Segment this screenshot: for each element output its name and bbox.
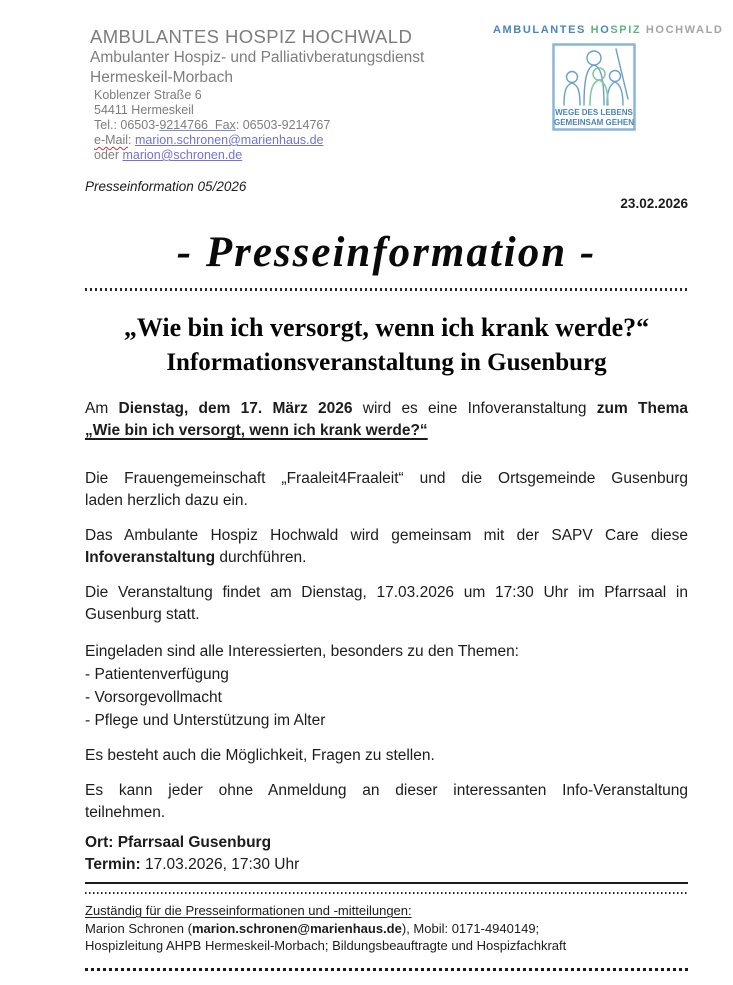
address-street: Koblenzer Straße 6	[94, 88, 202, 102]
logo-word-hospiz-rest: SPIZ	[610, 24, 642, 36]
dept-line-1: Ambulanter Hospiz- und Palliativberatungsdienst	[90, 49, 425, 66]
logo-wordmark	[493, 24, 724, 36]
text-segment: Infoveranstaltung	[85, 549, 216, 566]
body-text	[85, 398, 688, 876]
headline-line-2: Informationsveranstaltung in Gusenburg	[166, 349, 607, 376]
text-segment: - Vorsorgevollmacht	[85, 689, 222, 706]
logo-tagline-2: GEMEINSAM GEHEN	[553, 118, 635, 127]
footer	[85, 882, 688, 971]
text-line	[85, 398, 688, 420]
text-line	[85, 854, 688, 876]
text-line	[85, 547, 688, 569]
email-alt-line	[94, 148, 688, 163]
email-label: e-Mail	[94, 133, 129, 147]
address-city: 54411 Hermeskeil	[94, 103, 194, 117]
text-line	[85, 604, 688, 626]
paragraph	[85, 902, 688, 955]
email-alt-prefix: oder	[94, 148, 123, 162]
text-line	[85, 525, 688, 547]
logo-people-icon	[552, 43, 636, 131]
title-dotted-divider	[85, 288, 688, 291]
text-segment: Zuständig für die Presseinformationen und -mitteilungen:	[85, 903, 412, 918]
org-name: AMBULANTES HOSPIZ HOCHWALD	[90, 26, 413, 47]
text-line	[85, 663, 688, 686]
paragraph	[85, 398, 688, 442]
text-segment: Gusenburg statt.	[85, 606, 200, 623]
text-segment: teilnehmen.	[85, 804, 166, 821]
text-segment: Termin:	[85, 856, 141, 873]
text-line	[85, 780, 688, 802]
logo-tagline-1: WEGE DES LEBENS	[555, 108, 633, 117]
paragraph	[85, 582, 688, 626]
text-segment: Es besteht auch die Möglichkeit, Fragen zu stellen.	[85, 747, 435, 764]
tel-marked-segment: 9214766 Fax	[159, 118, 236, 132]
text-segment: Die Veranstaltung findet am Dienstag, 17.03.2026 um 17:30 Uhr im Pfarrsaal in	[85, 584, 688, 601]
paragraph	[85, 525, 688, 569]
tel-suffix: : 06503-9214767	[235, 118, 331, 132]
text-line	[85, 920, 688, 938]
tel-prefix: Tel.: 06503-	[94, 118, 160, 132]
logo-word-hospiz-h: H	[590, 24, 601, 36]
logo-word-ambulantes: AMBULANTES	[493, 24, 591, 36]
email-link-primary[interactable]: marion.schronen@marienhaus.de	[135, 133, 324, 147]
paragraph	[85, 832, 688, 876]
footer-solid-rule	[85, 882, 688, 884]
text-line	[85, 832, 688, 854]
text-segment: Es kann jeder ohne Anmeldung an dieser interessanten Info-Veranstaltung	[85, 782, 688, 799]
logo-word-hospiz-o: O	[600, 24, 611, 36]
text-segment: 17.03.2026, 17:30 Uhr	[140, 856, 300, 873]
doc-reference: Presseinformation 05/2026	[85, 179, 247, 194]
text-segment: Das Ambulante Hospiz Hochwald wird gemeinsam mit der SAPV Care diese	[85, 527, 688, 544]
text-segment: marion.schronen@marienhaus.de	[191, 920, 402, 936]
letterhead	[0, 0, 733, 163]
footer-contact-block	[85, 902, 688, 955]
meta-row	[0, 178, 733, 212]
text-line	[85, 709, 688, 732]
text-segment: - Pflege und Unterstützung im Alter	[85, 712, 326, 729]
text-segment: „Wie bin ich versorgt, wenn ich krank werde?“	[85, 422, 428, 439]
text-segment: Am	[85, 400, 119, 417]
text-segment: Marion Schronen (	[85, 920, 192, 936]
text-line	[85, 937, 688, 955]
headline	[85, 311, 688, 380]
text-line	[85, 902, 688, 920]
text-segment: Dienstag, dem 17. März 2026	[118, 400, 353, 417]
text-line	[85, 468, 688, 490]
footer-dashed-divider-bottom	[85, 968, 688, 971]
text-segment: wird es eine Infoveranstaltung	[352, 400, 597, 417]
text-line	[85, 745, 688, 767]
paragraph	[85, 640, 688, 732]
text-segment: ), Mobil: 0171-4940149;	[401, 920, 540, 936]
logo-word-hochwald: HOCHWALD	[641, 24, 724, 36]
page-title: - Presseinformation -	[176, 229, 597, 276]
text-line	[85, 490, 688, 512]
paragraph	[85, 468, 688, 512]
text-segment: zum Thema	[596, 400, 689, 417]
dept-line-2: Hermeskeil-Morbach	[90, 69, 233, 86]
headline-line-1: „Wie bin ich versorgt, wenn ich krank werde?“	[123, 313, 650, 342]
org-logo	[493, 24, 724, 136]
text-line	[85, 420, 688, 442]
text-line	[85, 640, 688, 663]
text-segment: Eingeladen sind alle Interessierten, besonders zu den Themen:	[85, 643, 519, 660]
text-segment: laden herzlich dazu ein.	[85, 492, 248, 509]
text-segment: Hospizleitung AHPB Hermeskeil-Morbach; Bildungsbeauftragte und Hospizfachkraft	[85, 938, 567, 953]
email-link-alt[interactable]: marion@schronen.de	[122, 148, 243, 162]
text-segment: Ort: Pfarrsaal Gusenburg	[85, 834, 272, 851]
paragraph	[85, 745, 688, 767]
footer-dotted-divider-top	[85, 892, 688, 894]
text-segment: Die Frauengemeinschaft „Fraaleit4Fraaleit“ und die Ortsgemeinde Gusenburg	[85, 470, 688, 487]
text-line	[85, 582, 688, 604]
text-line	[85, 802, 688, 824]
email-separator: :	[128, 133, 135, 147]
text-line	[85, 686, 688, 709]
paragraph	[85, 780, 688, 824]
doc-date: 23.02.2026	[620, 196, 688, 211]
text-segment: - Patientenverfügung	[85, 666, 229, 683]
text-segment: durchführen.	[215, 549, 307, 566]
